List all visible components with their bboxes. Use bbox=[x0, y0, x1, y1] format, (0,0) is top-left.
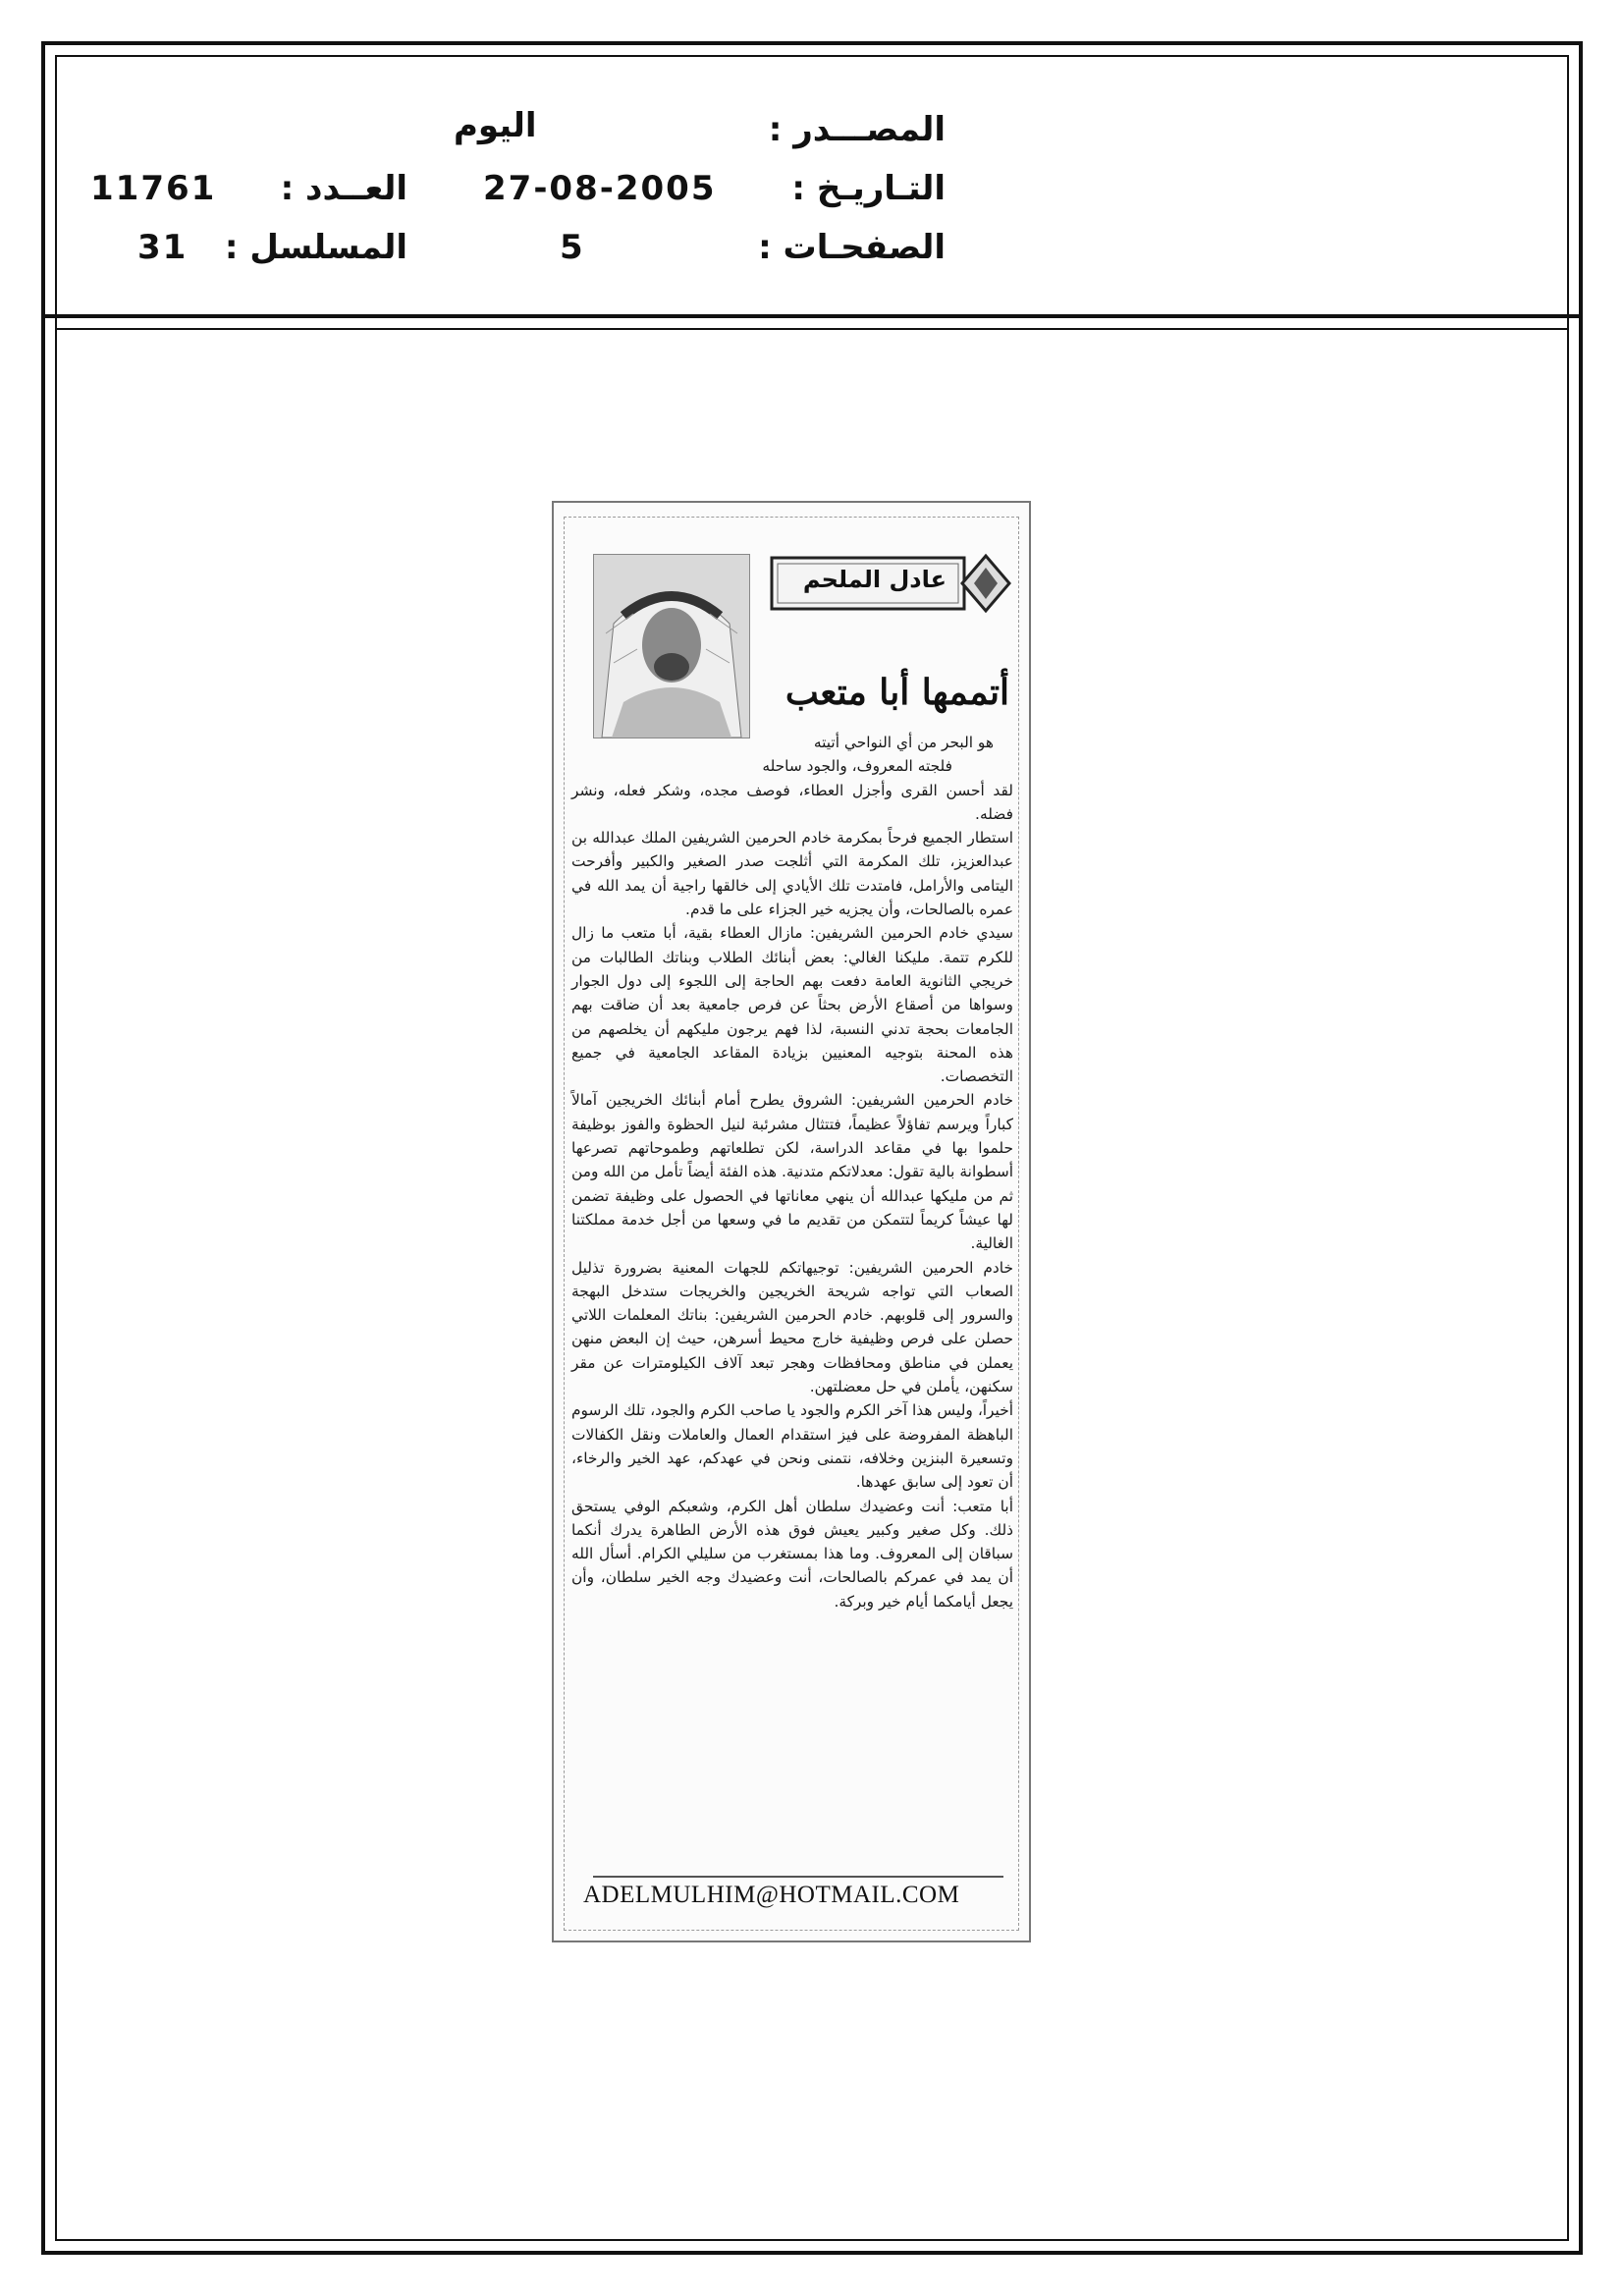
poem-verse-2: فلجته المعروف، والجود ساحله bbox=[762, 757, 952, 776]
serial-label: المسلسل : bbox=[224, 228, 407, 267]
article-paragraph: سيدي خادم الحرمين الشريفين: مازال العطاء بقية، أبا متعب ما زال للكرم تتمة. مليكنا الغالي: بعض أبنائك الطلاب وبناتك الطالبات من خريجي الثانوية العامة دفعت بهم الحاجة إلى اللجوء إلى دول الجوار وسواها من أصقاع الأرض بحثاً عن فرص جامعية بعد أن ضاقت بهم الجامعات بحجة تدني النسبة، لذا فهم يرجون مليكهم أن يخلصهم من هذه المحنة بتوجيه المعنيين بزيادة المقاعد الجامعية في جميع التخصصات. bbox=[571, 924, 1013, 1086]
article-title: أتممها أبا متعب bbox=[784, 672, 1009, 713]
source-value: اليوم bbox=[454, 106, 537, 145]
author-badge bbox=[768, 544, 1011, 623]
date-label: التـاريـخ : bbox=[791, 169, 946, 208]
author-email: ADELMULHIM@HOTMAIL.COM bbox=[583, 1882, 960, 1908]
article-paragraph: خادم الحرمين الشريفين: الشروق يطرح أمام أبنائك الخريجين آمالاً كباراً ويرسم تفاؤلاً عظيماً، فتتثال مشرئبة لنيل الحظوة والفوز بوظيفة حلموا بها في مقاعد الدراسة، لكن تطلعاتهم وطموحاتهم تصرعها أسطوانة بالية تقول: معدلاتكم متدنية. هذه الفئة أيضاً تأمل من الله ومن ثم من مليكها عبدالله أن ينهي معاناتها في الحصول على وظيفة تضمن لها عيشاً كريماً لتتمكن من تقديم ما في وسعها من أجل خدمة مملكتنا الغالية. bbox=[571, 1091, 1013, 1253]
article-paragraph: أخيراً، وليس هذا آخر الكرم والجود يا صاحب الكرم والجود، تلك الرسوم الباهظة المفروضة على فيز استقدام العمال والعاملات ونقل الكفالات وتسعيرة البنزين وخلافه، نتمنى ونحن في عهدكم، عهد الخير والرخاء، أن تعود إلى سابق عهدها. bbox=[571, 1401, 1013, 1492]
date-value: 27-08-2005 bbox=[483, 169, 717, 208]
article-body bbox=[571, 731, 1013, 1613]
issue-value: 11761 bbox=[90, 169, 217, 208]
article-paragraph: لقد أحسن القرى وأجزل العطاء، فوصف مجده، وشكر فعله، ونشر فضله. bbox=[571, 781, 1013, 823]
author-photo bbox=[593, 554, 750, 738]
article-paragraph: أبا متعب: أنت وعضيدك سلطان أهل الكرم، وشعبكم الوفي يستحق ذلك. وكل صغير وكبير يعيش فوق هذه الأرض الطاهرة يدرك أنكما سباقان إلى المعروف. وما هذا بمستغرب من سليلي الكرام. أسأل الله أن يمد في عمركم بالصالحات، أنت وعضيدك وجه الخير سلطان، وأن يجعل أيامكما أيام خير وبركة. bbox=[571, 1497, 1013, 1611]
header-divider-inner bbox=[55, 328, 1569, 330]
source-label: المصـــدر : bbox=[768, 110, 946, 149]
article-paragraph: استطار الجميع فرحاً بمكرمة خادم الحرمين الشريفين الملك عبدالله بن عبدالعزيز، تلك المكرمة التي أثلجت صدر الصغير والكبير وأفرحت اليتامى والأرامل، فامتدت تلك الأيادي إلى خالقها راجية أن يمد الله في عمره بالصالحات، وأن يجزيه خير الجزاء على ما قدم. bbox=[571, 829, 1013, 919]
author-name: عادل الملحم bbox=[802, 566, 947, 593]
pages-value: 5 bbox=[560, 228, 585, 267]
article-paragraph: خادم الحرمين الشريفين: توجيهاتكم للجهات المعنية بضرورة تذليل الصعاب التي تواجه شريحة الخريجين والخريجات ستدخل البهجة والسرور إلى قلوبهم. خادم الحرمين الشريفين: بناتك المعلمات اللاتي حصلن على فرص وظيفية خارج محيط أسرهن، حيث إن البعض منهن يعملن في مناطق ومحافظات وهجر تبعد آلاف الكيلومترات عن مقر سكنهن، يأملن في حل معضلتهن. bbox=[571, 1258, 1013, 1396]
serial-value: 31 bbox=[137, 228, 189, 267]
poem-verse-1: هو البحر من أي النواحي أتيته bbox=[813, 734, 994, 751]
author-portrait-image bbox=[594, 555, 749, 738]
email-divider bbox=[593, 1876, 1003, 1878]
newspaper-clipping bbox=[552, 501, 1031, 1942]
header-divider bbox=[41, 314, 1583, 318]
issue-label: العــدد : bbox=[280, 169, 407, 208]
pages-label: الصفحـات : bbox=[758, 228, 946, 267]
